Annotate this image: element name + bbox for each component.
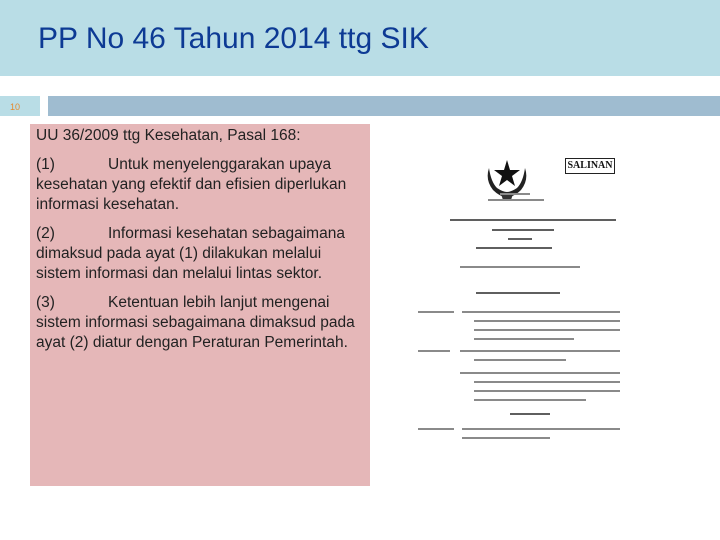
scan-text-line (418, 311, 454, 313)
scan-text-line (474, 338, 574, 340)
scan-text-line (460, 266, 580, 268)
item-number: (1) (36, 156, 55, 173)
scan-text-line (418, 428, 454, 430)
scan-text-line (450, 219, 616, 221)
slide-title: PP No 46 Tahun 2014 ttg SIK (38, 22, 429, 55)
item-rest: sebagaimana dimaksud pada ayat (1) dilakukan melalui sistem informasi dan melalui lintas sektor. (36, 225, 345, 282)
scan-text-line (474, 399, 586, 401)
scan-text-line (474, 359, 566, 361)
scan-text-line (462, 311, 620, 313)
salinan-stamp: SALINAN (565, 158, 615, 174)
item-lead: Informasi kesehatan (108, 225, 248, 242)
scan-text-line (476, 247, 552, 249)
scan-text-line (476, 292, 560, 294)
garuda-emblem-icon (483, 156, 531, 202)
content-heading: UU 36/2009 ttg Kesehatan, Pasal 168: (36, 127, 301, 144)
content-text (36, 126, 366, 362)
scan-text-line (460, 372, 620, 374)
scan-text-line (492, 229, 554, 231)
item-rest: sistem informasi sebagaimana dimaksud pada ayat (2) diatur dengan Peraturan Pemerintah. (36, 314, 355, 351)
scan-text-line (462, 428, 620, 430)
item-rest: kesehatan yang efektif dan efisien diperlukan informasi kesehatan. (36, 176, 347, 213)
scan-text-line (474, 320, 620, 322)
accent-bar (48, 96, 720, 116)
scan-text-line (460, 350, 620, 352)
item-number: (3) (36, 294, 55, 311)
content-item-2 (36, 224, 366, 284)
item-lead: Untuk menyelenggarakan upaya (108, 156, 332, 173)
scan-text-line (474, 329, 620, 331)
scan-text-line (418, 350, 450, 352)
content-item-3 (36, 293, 366, 353)
item-lead: Ketentuan lebih lanjut mengenai (108, 294, 330, 311)
item-number: (2) (36, 225, 55, 242)
scan-text-line (462, 437, 550, 439)
scan-text-line (508, 238, 532, 240)
scan-text-line (474, 390, 620, 392)
content-item-1 (36, 155, 366, 215)
slide-number: 10 (10, 102, 21, 112)
scan-text-line (474, 381, 620, 383)
scan-text-line (500, 193, 530, 195)
scan-text-line (488, 199, 544, 201)
scan-text-line (510, 413, 550, 415)
